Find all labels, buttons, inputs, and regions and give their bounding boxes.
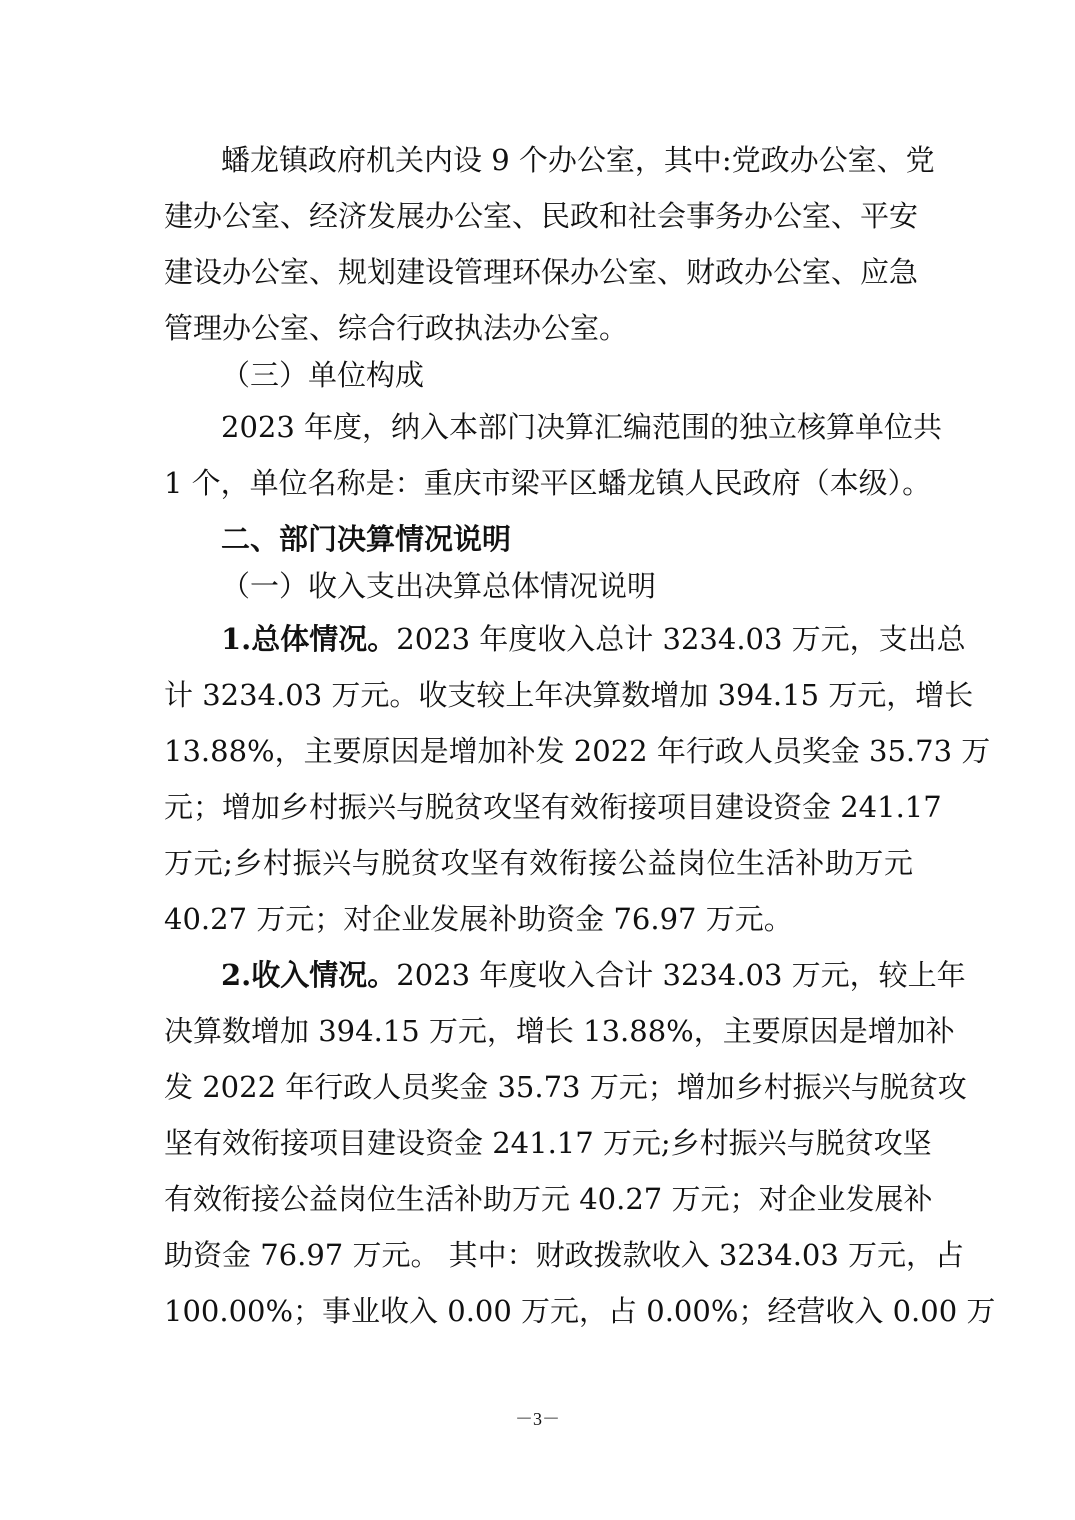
item-text: 2023 年度收入合计 3234.03 万元，较上年 (396, 958, 966, 992)
paragraph-line: 100.00%；事业收入 0.00 万元，占 0.00%；经营收入 0.00 万 (164, 1294, 996, 1328)
paragraph-line: 2023 年度，纳入本部门决算汇编范围的独立核算单位共 (221, 410, 943, 444)
paragraph-line: 管理办公室、综合行政执法办公室。 (164, 311, 629, 345)
item-text: 2023 年度收入总计 3234.03 万元，支出总 (396, 622, 966, 656)
paragraph-line: 元；增加乡村振兴与脱贫攻坚有效衔接项目建设资金 241.17 (164, 790, 942, 824)
paragraph-line (221, 621, 966, 657)
paragraph-line: 建办公室、经济发展办公室、民政和社会事务办公室、平安 (164, 199, 919, 233)
paragraph-line: 13.88%，主要原因是增加补发 2022 年行政人员奖金 35.73 万 (164, 734, 991, 768)
item-label-overall: 1.总体情况。 (221, 622, 397, 656)
paragraph-line: 1 个，单位名称是：重庆市梁平区蟠龙镇人民政府（本级）。 (164, 466, 932, 500)
paragraph-line (221, 957, 966, 993)
page-number: －3－ (515, 1409, 560, 1429)
item-label-income: 2.收入情况。 (221, 958, 397, 992)
paragraph-line: 计 3234.03 万元。收支较上年决算数增加 394.15 万元，增长 (164, 678, 974, 712)
paragraph-line: 决算数增加 394.15 万元，增长 13.88%，主要原因是增加补 (164, 1014, 955, 1048)
paragraph-line: 有效衔接公益岗位生活补助万元 40.27 万元；对企业发展补 (164, 1182, 933, 1216)
paragraph-line: 坚有效衔接项目建设资金 241.17 万元;乡村振兴与脱贫攻坚 (164, 1126, 932, 1160)
paragraph-line: 发 2022 年行政人员奖金 35.73 万元；增加乡村振兴与脱贫攻 (164, 1070, 967, 1104)
paragraph-line: 40.27 万元；对企业发展补助资金 76.97 万元。 (164, 902, 793, 936)
subsection-heading: （一）收入支出决算总体情况说明 (221, 569, 657, 603)
paragraph-line: 蟠龙镇政府机关内设 9 个办公室，其中:党政办公室、党 (221, 143, 935, 177)
section-heading: 二、部门决算情况说明 (221, 522, 512, 556)
paragraph-line: 助资金 76.97 万元。 其中：财政拨款收入 3234.03 万元，占 (164, 1238, 965, 1272)
subsection-heading: （三）单位构成 (221, 358, 425, 392)
paragraph-line: 建设办公室、规划建设管理环保办公室、财政办公室、应急 (164, 255, 919, 289)
paragraph-line: 万元;乡村振兴与脱贫攻坚有效衔接公益岗位生活补助万元 (164, 846, 913, 880)
